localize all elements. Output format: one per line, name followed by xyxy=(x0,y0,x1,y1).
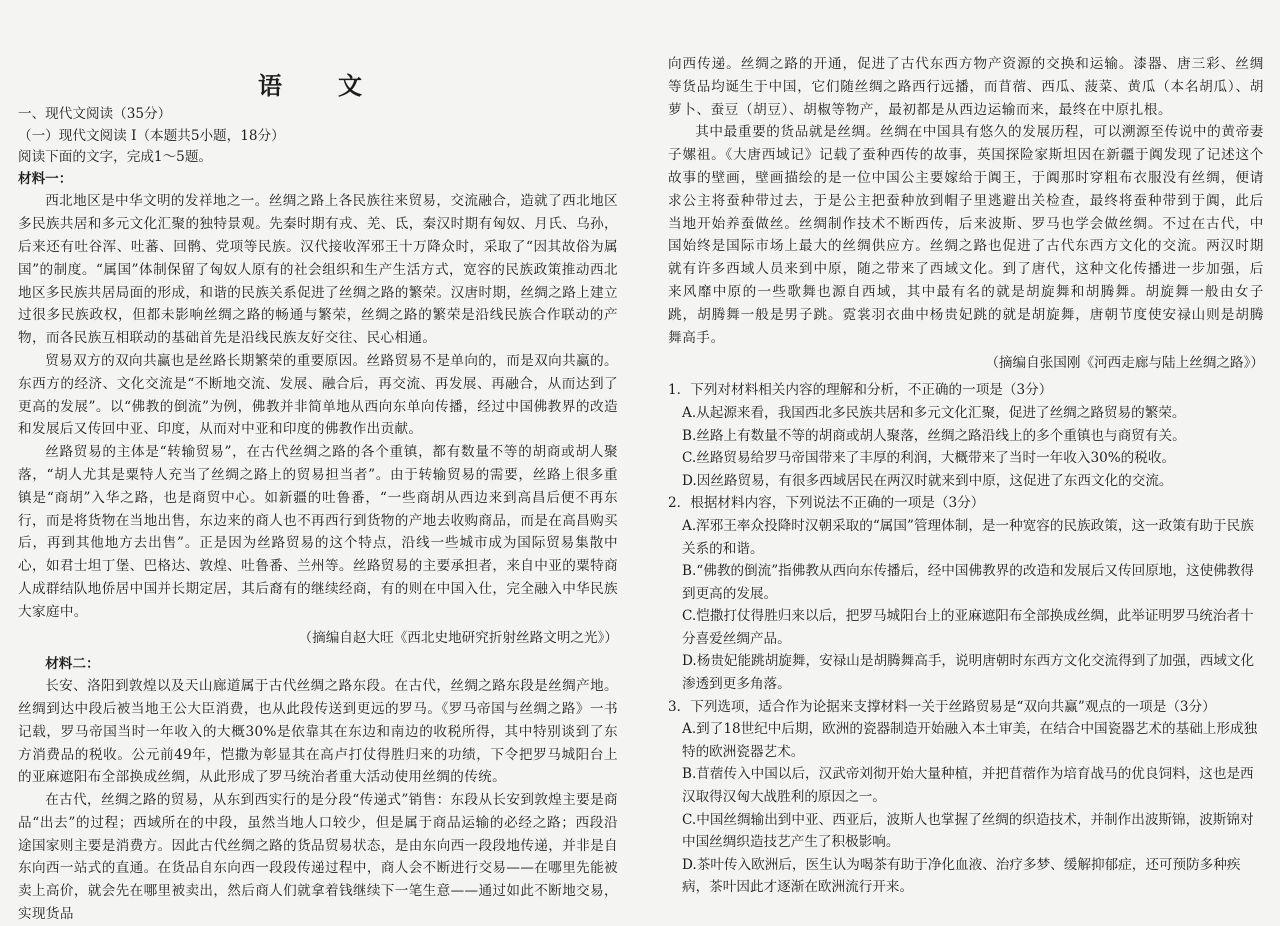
page-title: 语 文 xyxy=(258,71,378,100)
question-stem: 2．根据材料内容，下列说法不正确的一项是（3分） xyxy=(668,495,985,512)
question-stem: 1．下列对材料相关内容的理解和分析，不正确的一项是（3分） xyxy=(668,382,1053,399)
right-column xyxy=(668,53,1264,899)
question-option: A.到了18世纪中后期，欧洲的瓷器制造开始融入本土审美，在结合中国瓷器艺术的基础上形成独特的欧洲瓷器艺术。 xyxy=(682,721,1258,760)
question-2 xyxy=(668,492,1264,695)
section-heading: 一、现代文阅读（35分） xyxy=(18,106,172,122)
question-option: D.杨贵妃能跳胡旋舞，安禄山是胡腾舞高手，说明唐朝时东西方文化交流得到了加强，西域文化渗透到更多角落。 xyxy=(682,653,1255,693)
material1-paragraph: 西北地区是中华文明的发祥地之一。丝绸之路上各民族往来贸易，交流融合，造就了西北地区多民族共居和多元文化汇聚的独特景观。先秦时期有戎、羌、氐，秦汉时期有匈奴、月氏、乌孙，后来还有吐谷浑、吐蕃、回鹘、党项等民族。汉代接收浑邪王十万降众时，采取了“因其故俗为属国”的制度。“属国”体制保留了匈奴人原有的社会组织和生产生活方式，宽容的民族政策推动西北地区多民族共居局面的形成，和谐的民族关系促进了丝绸之路的繁荣。汉唐时期，丝绸之路上建立过很多民族政权，但都未影响丝绸之路的畅通与繁荣，丝绸之路的繁荣是沿线民族合作联动的产物，而各民族互相联动的基础首先是沿线民族友好交往、民心相通。 xyxy=(18,193,618,347)
material2-source: （摘编自张国刚《河西走廊与陆上丝绸之路》） xyxy=(985,355,1264,372)
material2-paragraph: 其中最重要的货品就是丝绸。丝绸在中国具有悠久的发展历程，可以溯源至传说中的黄帝妻子嫘祖。《大唐西域记》记载了蚕种西传的故事，英国探险家斯坦因在新疆于阗发现了记述这个故事的壁画，壁画描绘的是一位中国公主要嫁给于阗王，于阗那时穿粗布衣服没有丝绸，便请求公主将蚕种带过去，于是公主把蚕种放到帽子里逃避出关检查，最终将蚕种带到于阗，此后当地开始养蚕做丝。丝绸制作技术不断西传，后来波斯、罗马也学会做丝绸。不过在古代，中国始终是国际市场上最大的丝绸供应方。丝绸之路也促进了古代东西方文化的交流。两汉时期就有许多西域人员来到中原，随之带来了西域文化。到了唐代，这种文化传播进一步加强，后来风靡中原的一些歌舞也源自西域，其中最有名的就是胡旋舞和胡腾舞。胡旋舞一般由女子跳，胡腾舞一般是男子跳。霓裳羽衣曲中杨贵妃跳的就是胡旋舞，唐朝节度使安禄山则是胡腾舞高手。 xyxy=(668,124,1264,346)
material1-paragraph: 贸易双方的双向共赢也是丝路长期繁荣的重要原因。丝路贸易不是单向的，而是双向共赢的。东西方的经济、文化交流是“不断地交流、发展、融合后，再交流、再发展、再融合，从而达到了更高的发展”。以“佛教的倒流”为例，佛教并非简单地从西向东单向传播，经过中国佛教界的改造和发展后又传回中亚、印度，从而对中亚和印度的佛教作出贡献。 xyxy=(18,352,618,438)
material1-paragraph: 丝路贸易的主体是“转输贸易”，在古代丝绸之路的各个重镇，都有数量不等的胡商或胡人聚落，“胡人尤其是粟特人充当了丝绸之路上的贸易担当者”。由于转输贸易的需要，丝路上很多重镇是“商胡”入华之路，也是商贸中心。如新疆的吐鲁番，“一些商胡从西边来到高昌后便不再东行，而是将货物在当地出售，东边来的商人也不再西行到货物的产地去收购商品，而是在高昌购买后，再到其他地方去出售”。正是因为丝路贸易的这个特点，沿线一些城市成为国际贸易集散中心，如君士坦丁堡、巴格达、敦煌、吐鲁番、兰州等。丝路贸易的主要承担者，来自中亚的粟特商人成群结队地侨居中国并长期定居，其后裔有的继续经商，有的则在中国入仕，完全融入中华民族大家庭中。 xyxy=(18,444,618,620)
material2-paragraph: 长安、洛阳到敦煌以及天山廊道属于古代丝绸之路东段。在古代，丝绸之路东段是丝绸产地。丝绸到达中段后被当地王公大臣消费，也从此段传送到更远的罗马。《罗马帝国与丝绸之路》一书记载，罗马帝国当时一年收入的大概30%是依靠其在东边和南边的收税所得，其中特别谈到了东方消费品的税收。公元前49年，恺撒为彰显其在高卢打仗得胜归来的功绩，下令把罗马城阳台上的亚麻遮阳布全部换成丝绸，从此形成了罗马统治者重大活动使用丝绸的传统。 xyxy=(18,678,618,786)
material2-paragraph-continued: 向西传递。丝绸之路的开通，促进了古代东西方物产资源的交换和运输。漆器、唐三彩、丝绸等货品均诞生于中国，它们随丝绸之路西行远播，而苜蓿、西瓜、菠菜、黄瓜（本名胡瓜）、胡萝卜、蚕豆（胡豆）、胡椒等物产，最初都是从西边运输而来，最终在中原扎根。 xyxy=(668,56,1264,118)
question-option: B.苜蓿传入中国以后，汉武帝刘彻开始大量种植，并把苜蓿作为培育战马的优良饲料，这也是西汉取得汉匈大战胜利的原因之一。 xyxy=(682,766,1254,806)
left-column xyxy=(18,72,618,926)
question-option: B.“佛教的倒流”指佛教从西向东传播后，经中国佛教界的改造和发展后又传回原地，这使佛教得到更高的发展。 xyxy=(682,563,1254,602)
material2-paragraph: 在古代，丝绸之路的贸易，从东到西实行的是分段“传递式”销售：东段从长安到敦煌主要是商品“出去”的过程；西域所在的中段，虽然当地人口较少，但是属于商品运输的必经之路；西段沿途国家则主要是消费方。因此古代丝绸之路的货品贸易状态，是由东向西一段段地传递，并非是自东向西一站式的直通。在货品自东向西一段段传递过程中，商人会不断进行交易——在哪里先能被卖上高价，就会先在哪里被卖出，然后商人们就拿着钱继续下一笔生意——通过如此不断地交易，实现货品 xyxy=(18,792,618,923)
question-option: A.从起源来看，我国西北多民族共居和多元文化汇聚，促进了丝绸之路贸易的繁荣。 xyxy=(682,404,1186,421)
question-option: D.因丝路贸易，有很多西域居民在两汉时就来到中原，这促进了东西文化的交流。 xyxy=(682,472,1173,489)
question-option: C.恺撒打仗得胜归来以后，把罗马城阳台上的亚麻遮阳布全部换成丝绸，此举证明罗马统治者十分喜爱丝绸产品。 xyxy=(682,608,1254,647)
material2-label: 材料二： xyxy=(45,655,100,672)
question-option: C.中国丝绸输出到中亚、西亚后，波斯人也掌握了丝绸的织造技术，并制作出波斯锦，波斯锦对中国丝绸织造技艺产生了积极影响。 xyxy=(682,811,1254,851)
question-option: A.浑邪王率众投降时汉朝采取的“属国”管理体制，是一种宽容的民族政策，这一政策有助于民族关系的和谐。 xyxy=(682,517,1254,557)
question-option: B.丝路上有数量不等的胡商或胡人聚落，丝绸之路沿线上的多个重镇也与商贸有关。 xyxy=(682,427,1186,444)
question-option: D.茶叶传入欧洲后，医生认为喝茶有助于净化血液、治疗多梦、缓解抑郁症，还可预防多种疾病，茶叶因此才逐渐在欧洲流行开来。 xyxy=(682,856,1241,896)
sub-heading: （一）现代文阅读 I（本题共5小题，18分） xyxy=(18,127,285,144)
question-1 xyxy=(668,379,1264,492)
question-stem: 3．下列选项，适合作为论据来支撑材料一关于丝路贸易是“双向共赢”观点的一项是（3分） xyxy=(668,698,1216,715)
instruction: 阅读下面的文字，完成1～5题。 xyxy=(18,149,213,166)
question-3 xyxy=(668,696,1264,899)
material1-label: 材料一： xyxy=(18,170,73,187)
material1-source: （摘编自赵大旺《西北史地研究折射丝路文明之光》） xyxy=(298,629,618,646)
question-option: C.丝路贸易给罗马帝国带来了丰厚的利润，大概带来了当时一年收入30%的税收。 xyxy=(682,450,1176,467)
